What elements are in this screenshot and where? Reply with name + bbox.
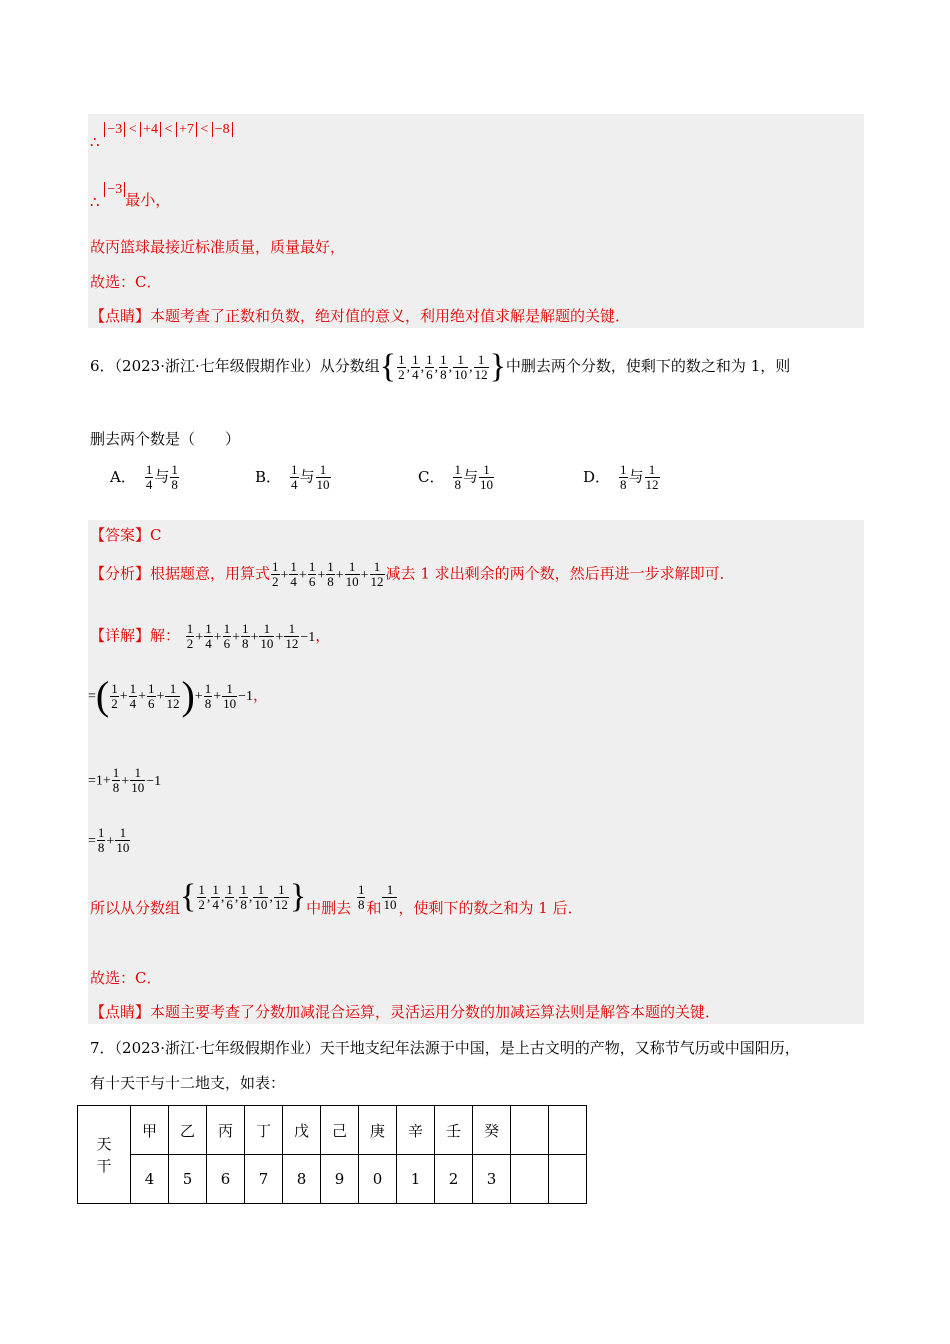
choose-6: 故选：C． — [90, 969, 162, 987]
comment-6: 【点睛】本题主要考查了分数加减混合运算，灵活运用分数的加减运算法则是解答本题的关键． — [90, 1003, 721, 1021]
detail-expression: $\frac{1}{2}$ + $\frac{1}{4}$ + $\frac{1}{6}$ + $\frac{1}{8}$ + $\frac{1}{10}$ + $\frac{1}{12}$ −1 — [186, 621, 316, 651]
stem-number-cell: 8 — [283, 1155, 321, 1204]
fraction: $\frac{1}{12}$ — [285, 621, 299, 651]
fraction: $\frac{1}{12}$ — [274, 881, 288, 912]
stem-name-cell: 己 — [321, 1106, 359, 1155]
fraction: $\frac{1}{4}$ — [145, 462, 153, 492]
stem-name-cell: 甲 — [131, 1106, 169, 1155]
fraction: $\frac{1}{10}$ — [316, 462, 330, 492]
fraction: $\frac{1}{12}$ — [166, 680, 180, 711]
step-2: =1+ $\frac{1}{8}$ + $\frac{1}{10}$ −1 — [88, 765, 162, 795]
stem-number-cell — [511, 1155, 549, 1204]
fraction: $\frac{1}{8}$ — [357, 881, 365, 912]
fraction: $\frac{1}{8}$ — [171, 462, 178, 492]
question-7-line-2: 有十天干与十二地支，如表： — [90, 1074, 286, 1092]
stem-name-cell: 癸 — [473, 1106, 511, 1155]
fraction: $\frac{1}{6}$ — [426, 351, 433, 382]
fraction: $\frac{1}{8}$ — [240, 881, 247, 912]
fraction: $\frac{1}{10}$ — [383, 881, 397, 912]
stem-name-cell: 乙 — [169, 1106, 207, 1155]
option-d[interactable]: D． $\frac{1}{8}$ 与 $\frac{1}{12}$ — [583, 462, 659, 492]
fraction: $\frac{1}{8}$ — [620, 462, 627, 492]
fraction: $\frac{1}{10}$ — [480, 462, 493, 492]
fraction: $\frac{1}{8}$ — [97, 825, 105, 855]
fraction: $\frac{1}{4}$ — [290, 559, 297, 589]
table-header-cell: 天干 — [78, 1106, 131, 1204]
therefore-line-1: ∴ −3 < +4 < +7 < −8 — [90, 118, 233, 140]
option-a[interactable]: A． $\frac{1}{4}$ 与 $\frac{1}{8}$ — [110, 462, 178, 492]
heavenly-stems-table — [77, 1105, 587, 1204]
fraction-set: $\frac{1}{2}$ , $\frac{1}{4}$ , $\frac{1}{6}$ , $\frac{1}{8}$ , $\frac{1}{10}$ , $\frac{1}{12}$ — [398, 351, 488, 382]
stem-name-cell: 丁 — [245, 1106, 283, 1155]
option-b[interactable]: B． $\frac{1}{4}$ 与 $\frac{1}{10}$ — [255, 462, 330, 492]
fraction: $\frac{1}{6}$ — [223, 621, 231, 651]
stem-name-cell: 庚 — [359, 1106, 397, 1155]
stem-number-cell: 9 — [321, 1155, 359, 1204]
step-1: =( $\frac{1}{2}$ + $\frac{1}{4}$ + $\frac{1}{6}$ + $\frac{1}{12}$ )+ $\frac{1}{8}$ + $\frac{1}{10}$ −1， — [88, 673, 269, 718]
question-6-line-2: 删去两个数是（ ） — [90, 430, 241, 448]
option-c[interactable]: C． $\frac{1}{8}$ 与 $\frac{1}{10}$ — [418, 462, 493, 492]
fraction: $\frac{1}{8}$ — [327, 559, 334, 589]
stem-name-cell — [549, 1106, 587, 1155]
question-7-line-1: 7．（2023·浙江·七年级假期作业）天干地支纪年法源于中国，是上古文明的产物，又称节气历或中国阳历， — [90, 1039, 800, 1057]
question-6-line-1: 6．（2023·浙江·七年级假期作业）从分数组{ $\frac{1}{2}$ , $\frac{1}{4}$ , $\frac{1}{6}$ , $\frac{1}{8}$ , $\frac{1}{10}$ , $\frac{1}{12}$ }中删去两个分数，使剩下的数之和为 1，则 — [90, 348, 791, 385]
stem-name-cell: 戊 — [283, 1106, 321, 1155]
stem-name-cell: 丙 — [207, 1106, 245, 1155]
fraction: $\frac{1}{8}$ — [204, 680, 212, 711]
analysis-expression: $\frac{1}{2}$ + $\frac{1}{4}$ + $\frac{1}{6}$ + $\frac{1}{8}$ + $\frac{1}{10}$ + $\frac{1}{12}$ — [272, 559, 384, 589]
fraction: $\frac{1}{2}$ — [111, 680, 118, 711]
stem-name-cell: 壬 — [435, 1106, 473, 1155]
fraction: $\frac{1}{8}$ — [112, 765, 120, 795]
step-3: = $\frac{1}{8}$ + $\frac{1}{10}$ — [88, 825, 130, 855]
options-row — [110, 463, 810, 503]
fraction: $\frac{1}{12}$ — [474, 351, 488, 382]
fraction: $\frac{1}{10}$ — [131, 765, 145, 795]
fraction: $\frac{1}{4}$ — [212, 881, 219, 912]
fraction: $\frac{1}{8}$ — [454, 462, 461, 492]
fraction: $\frac{1}{2}$ — [198, 881, 205, 912]
fraction: $\frac{1}{10}$ — [454, 351, 468, 382]
fraction: $\frac{1}{10}$ — [116, 825, 130, 855]
fraction: $\frac{1}{4}$ — [291, 462, 298, 492]
fraction: $\frac{1}{6}$ — [226, 881, 233, 912]
fraction: $\frac{1}{12}$ — [645, 462, 659, 492]
stem-number-cell: 7 — [245, 1155, 283, 1204]
stem-number-cell: 5 — [169, 1155, 207, 1204]
solution-6-block — [88, 520, 864, 1024]
fraction: $\frac{1}{10}$ — [345, 559, 359, 589]
therefore-line-2: ∴ −3最小， — [90, 182, 171, 211]
fraction: $\frac{1}{12}$ — [370, 559, 384, 589]
conclusion-6: 所以从分数组{ $\frac{1}{2}$ , $\frac{1}{4}$ , $\frac{1}{6}$ , $\frac{1}{8}$ , $\frac{1}{10}$ , $\frac{1}{12}$ }中删去 $\frac{1}{8}$ 和 $\frac{1}{10}$ ，使剩下的数之和为 1 后． — [90, 878, 583, 917]
stem-number-cell: 2 — [435, 1155, 473, 1204]
stem-name-cell: 辛 — [397, 1106, 435, 1155]
fraction: $\frac{1}{8}$ — [242, 621, 249, 651]
stem-name-cell — [511, 1106, 549, 1155]
answer-6: 【答案】C — [90, 526, 162, 544]
fraction: $\frac{1}{6}$ — [148, 680, 155, 711]
fraction: $\frac{1}{2}$ — [272, 559, 279, 589]
stem-number-cell: 1 — [397, 1155, 435, 1204]
fraction: $\frac{1}{4}$ — [205, 621, 212, 651]
fraction: $\frac{1}{8}$ — [440, 351, 447, 382]
comment-5: 【点睛】本题考查了正数和负数，绝对值的意义，利用绝对值求解是解题的关键． — [90, 307, 631, 325]
analysis-6: 【分析】根据题意，用算式 $\frac{1}{2}$ + $\frac{1}{4}$ + $\frac{1}{6}$ + $\frac{1}{8}$ + $\frac{1}{10}$ + $\frac{1}{12}$ 减去 1 求出剩余的两个数，然后再进一步求解即可． — [90, 559, 735, 589]
fraction: $\frac{1}{2}$ — [398, 351, 405, 382]
fraction: $\frac{1}{2}$ — [186, 621, 194, 651]
solution-5-block — [88, 114, 864, 328]
detail-6: 【详解】解： $\frac{1}{2}$ + $\frac{1}{4}$ + $\frac{1}{6}$ + $\frac{1}{8}$ + $\frac{1}{10}$ + $\frac{1}{12}$ −1， — [90, 621, 331, 651]
stem-number-cell: 6 — [207, 1155, 245, 1204]
fraction: $\frac{1}{10}$ — [223, 680, 237, 711]
fraction: $\frac{1}{10}$ — [254, 881, 268, 912]
fraction: $\frac{1}{4}$ — [129, 680, 137, 711]
stem-number-cell: 3 — [473, 1155, 511, 1204]
stem-number-cell — [549, 1155, 587, 1204]
stem-number-cell: 0 — [359, 1155, 397, 1204]
fraction: $\frac{1}{4}$ — [412, 351, 419, 382]
fraction: $\frac{1}{6}$ — [308, 559, 316, 589]
answer-5: 故选：C． — [90, 273, 162, 291]
stem-number-cell: 4 — [131, 1155, 169, 1204]
fraction: $\frac{1}{10}$ — [260, 621, 274, 651]
conclusion-5: 故丙篮球最接近标准质量，质量最好， — [90, 238, 346, 256]
